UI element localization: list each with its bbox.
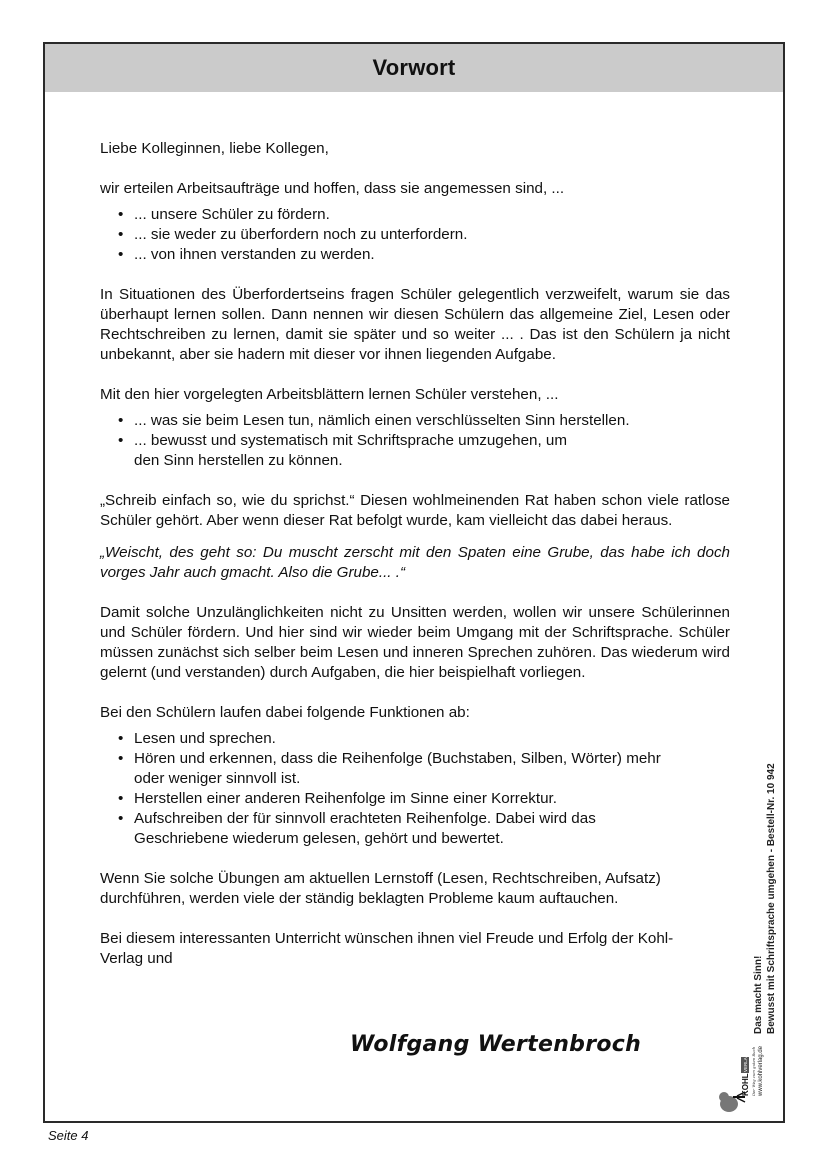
list-item: • ... was sie beim Lesen tun, nämlich einen verschlüsselten Sinn herstellen.	[118, 411, 730, 431]
functions-paragraph: Bei den Schülern laufen dabei folgende Funktionen ab:	[100, 704, 470, 721]
deficits-paragraph: Damit solche Unzulänglichkeiten nicht zu Unsitten werden, wollen wir unsere Schülerinnen und Schüler fördern. Und hier sind wir wieder beim Umgang mit der Schriftsprache. Schüler müssen zunächst sich selber beim Lesen und inneren Sprechen zuhören. Das wiederum wird gelernt (und verstanden) durch Aufgaben, die hier beispielhaft vorliegen.	[100, 604, 730, 681]
author-signature: Wolfgang Wertenbroch	[350, 1032, 642, 1057]
intro-bullet-list	[100, 205, 730, 265]
list-item: • Herstellen einer anderen Reihenfolge im Sinne einer Korrektur.	[118, 789, 670, 809]
page-number: Seite 4	[48, 1128, 89, 1143]
dialect-quote: „Weischt, des geht so: Du muscht zerscht mit den Spaten eine Grube, das habe ich doch vorges Jahr auch gmacht. Also die Grube... .“	[100, 544, 730, 581]
imprint-subtitle-order-number: Bewusst mit Schriftsprache umgehen - Bestell-Nr. 10 942	[766, 763, 777, 1034]
foreword-body	[100, 139, 730, 969]
salutation: Liebe Kolleginnen, liebe Kollegen,	[100, 140, 329, 157]
list-item: • ... bewusst und systematisch mit Schriftsprache umzugehen, um den Sinn herstellen zu können.	[118, 431, 730, 471]
functions-bullet-list	[100, 729, 730, 849]
list-item: • ... sie weder zu überfordern noch zu unterfordern.	[118, 225, 730, 245]
worksheets-bullet-list	[100, 411, 730, 471]
list-item: • ... unsere Schüler zu fördern.	[118, 205, 730, 225]
svg-text:VERLAG: VERLAG	[743, 1053, 748, 1072]
worksheets-paragraph: Mit den hier vorgelegten Arbeitsblättern lernen Schüler verstehen, ...	[100, 386, 559, 403]
intro-paragraph: wir erteilen Arbeitsaufträge und hoffen, dass sie angemessen sind, ...	[100, 180, 565, 197]
page-title: Vorwort	[372, 55, 456, 80]
list-item: • Lesen und sprechen.	[118, 729, 670, 749]
imprint-title: Das macht Sinn!	[753, 955, 764, 1034]
closing-paragraph: Bei diesem interessanten Unterricht wünschen ihnen viel Freude und Erfolg der Kohl-Verlag und	[100, 930, 674, 967]
situation-paragraph: In Situationen des Überfordertseins fragen Schüler gelegentlich verzweifelt, warum sie das überhaupt lernen sollen. Dann nennen wir diesen Schülern das allgemeine Ziel, Lesen oder Rechtschreiben zu lernen, damit sie später und so weiter ... . Das ist den Schülern ja nicht unbekannt, aber sie hadern mit dieser vor ihnen liegenden Aufgabe.	[100, 286, 730, 363]
list-item: • Hören und erkennen, dass die Reihenfolge (Buchstaben, Silben, Wörter) mehr oder weniger sinnvoll ist.	[118, 749, 670, 789]
title-banner	[45, 44, 783, 92]
page-frame	[43, 42, 785, 1123]
exercises-paragraph: Wenn Sie solche Übungen am aktuellen Lernstoff (Lesen, Rechtschreiben, Aufsatz) durchführen, werden viele der ständig beklagten Probleme kaum auftauchen.	[100, 870, 661, 907]
tree-icon	[715, 1034, 765, 1116]
advice-paragraph: „Schreib einfach so, wie du sprichst.“ Diesen wohlmeinenden Rat haben schon viele ratlose Schüler gehört. Aber wenn dieser Rat befolgt wurde, kam vielleicht das dabei heraus.	[100, 492, 730, 529]
svg-text:KOHL: KOHL	[741, 1073, 750, 1096]
list-item: • Aufschreiben der für sinnvoll erachteten Reihenfolge. Dabei wird das Geschriebene wiederum gelesen, gehört und bewertet.	[118, 809, 670, 849]
publisher-logo	[715, 1034, 765, 1116]
svg-text:www.kohlverlag.de: www.kohlverlag.de	[758, 1045, 764, 1096]
list-item: • ... von ihnen verstanden zu werden.	[118, 245, 730, 265]
svg-text:Der Weg zum guten Buch: Der Weg zum guten Buch	[751, 1046, 756, 1096]
